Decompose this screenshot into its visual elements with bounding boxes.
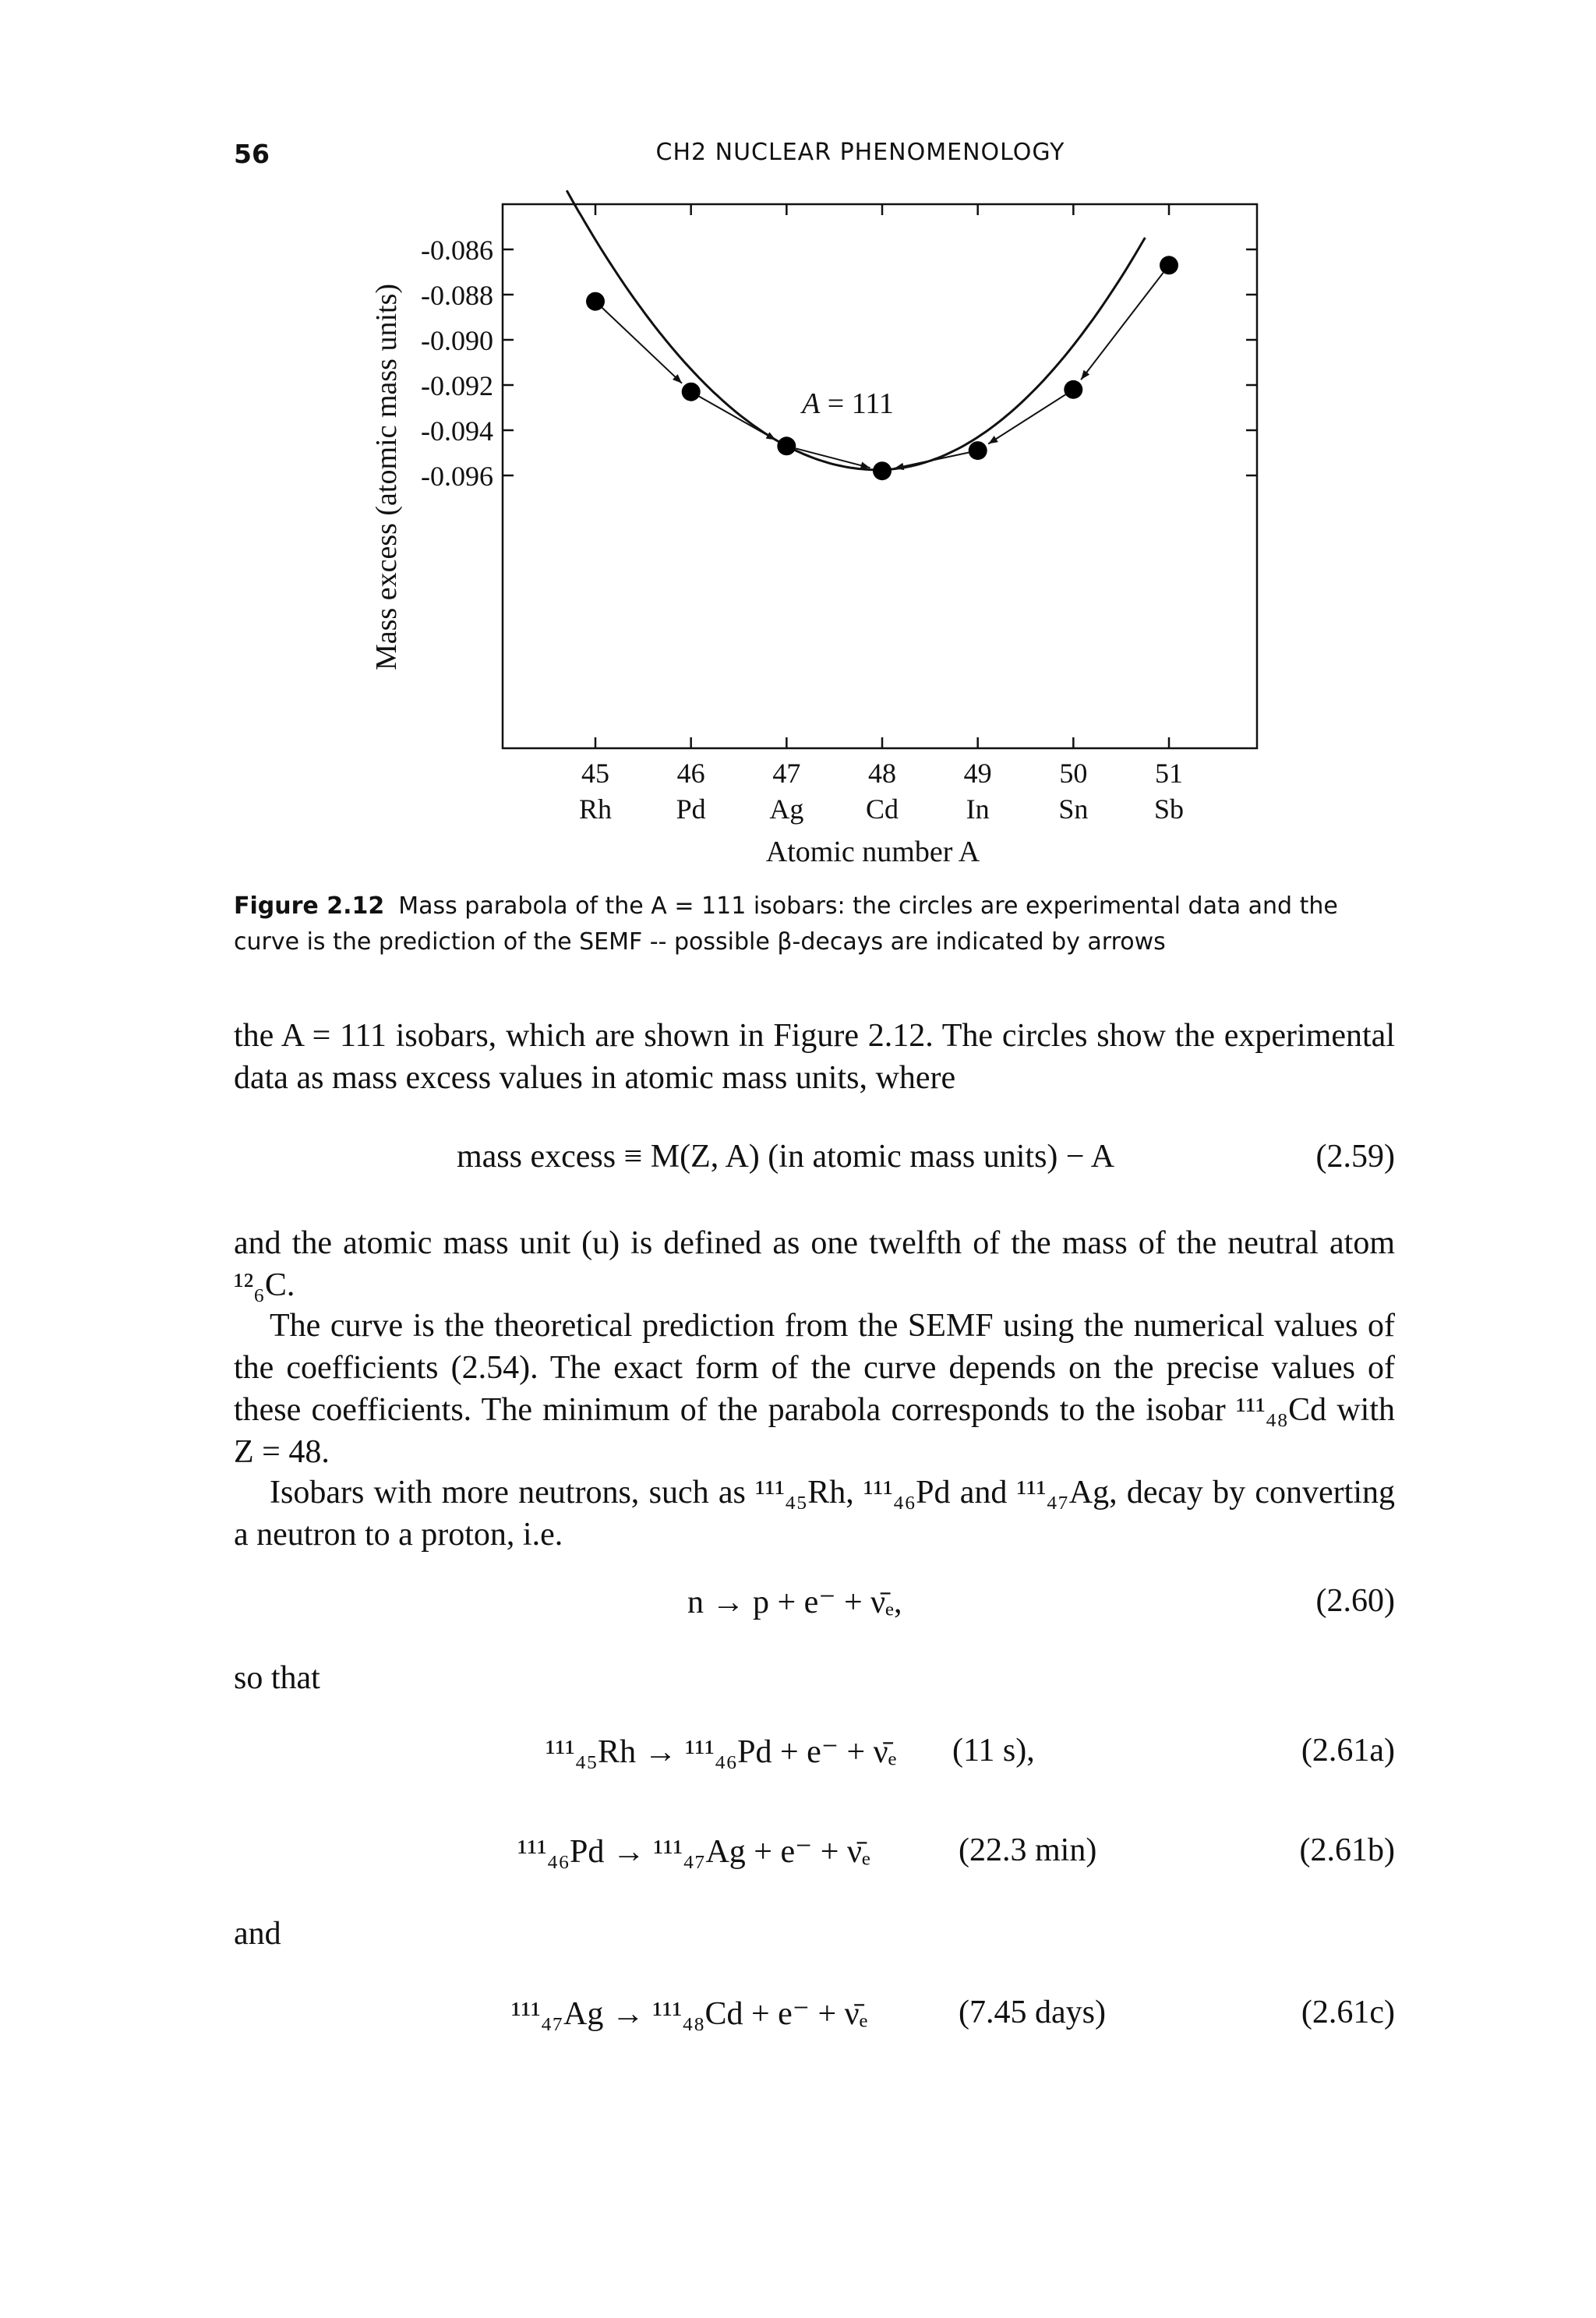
y-axis-label: Mass excess (atomic mass units)	[370, 283, 403, 671]
data-point	[777, 436, 796, 455]
x-tick-element: In	[966, 793, 990, 825]
equation-2-61c-number: (2.61c)	[1301, 1995, 1395, 2030]
x-tick-label: 51	[1155, 758, 1184, 789]
y-tick-label: -0.088	[421, 280, 493, 311]
equation-2-61b-halflife: (22.3 min)	[959, 1832, 1097, 1868]
decay-arrow	[1081, 273, 1163, 380]
x-tick-label: 49	[963, 758, 992, 789]
page-number: 56	[234, 139, 270, 169]
paragraph-4: Isobars with more neutrons, such as ¹¹¹₄₅Rh, ¹¹¹₄₆Pd and ¹¹¹₄₇Ag, decay by converting a neutron to a proton, i.e.	[234, 1475, 1395, 1553]
equation-2-61a-text: ¹¹¹₄₅Rh → ¹¹¹₄₆Pd + e⁻ + ν̄ₑ	[546, 1734, 897, 1770]
text-and: and	[234, 1916, 281, 1952]
data-point	[1160, 256, 1178, 274]
x-tick-element: Sn	[1058, 793, 1089, 825]
annotation-variable: A	[802, 387, 821, 420]
equation-2-60-text: n → p + e⁻ + ν̄ₑ,	[687, 1585, 902, 1620]
mass-parabola-chart	[0, 0, 1596, 873]
paragraph-2: and the atomic mass unit (u) is defined as one twelfth of the mass of the neutral atom ¹²₆C.	[234, 1225, 1395, 1303]
equation-2-61a	[234, 1732, 1395, 1779]
equation-2-61c-halflife: (7.45 days)	[959, 1995, 1106, 2030]
equation-2-61c	[234, 1994, 1395, 2041]
annotation-value: = 111	[820, 387, 894, 420]
chart-annotation	[800, 387, 894, 420]
x-tick-label: 45	[581, 758, 609, 789]
x-tick-element: Cd	[866, 793, 899, 825]
x-tick-element: Sb	[1154, 793, 1185, 825]
data-point	[682, 383, 701, 401]
equation-2-61c-text: ¹¹¹₄₇Ag → ¹¹¹₄₈Cd + e⁻ + ν̄ₑ	[511, 1996, 868, 2032]
equation-2-61b	[234, 1832, 1395, 1878]
equation-2-61b-number: (2.61b)	[1299, 1832, 1395, 1868]
running-head-text: CH2 NUCLEAR PHENOMENOLOGY	[655, 139, 1065, 166]
x-tick-label: 47	[772, 758, 801, 789]
figure-caption-text: Mass parabola of the A = 111 isobars: the circles are experimental data and the curve is the prediction of the SEMF -- possible β-decays are indicated by arrows	[234, 892, 1338, 956]
x-axis-ticks	[579, 204, 1184, 825]
decay-arrows	[602, 273, 1163, 468]
data-point	[1064, 380, 1082, 399]
y-axis-ticks	[421, 235, 1257, 492]
x-tick-element: Ag	[769, 793, 804, 825]
equation-2-60-number: (2.60)	[1315, 1583, 1395, 1619]
y-tick-label: -0.096	[421, 461, 493, 492]
paragraph-3: The curve is the theoretical prediction from the SEMF using the numerical values of the coefficients (2.54). The exact form of the curve depends on the precise values of these coefficients. The minimum of the parabola corresponds to the isobar ¹¹¹₄₈Cd with Z = 48.	[234, 1308, 1395, 1470]
semf-curve	[567, 190, 1145, 469]
equation-2-60	[234, 1582, 1395, 1629]
data-point	[873, 461, 892, 480]
x-axis-label: Atomic number A	[765, 836, 980, 868]
x-tick-label: 48	[868, 758, 897, 789]
equation-2-61b-text: ¹¹¹₄₆Pd → ¹¹¹₄₇Ag + e⁻ + ν̄ₑ	[517, 1834, 870, 1870]
decay-arrow	[699, 397, 775, 440]
equation-2-61a-halflife: (11 s),	[952, 1733, 1035, 1769]
figure-caption	[234, 889, 1395, 960]
text-so-that: so that	[234, 1660, 320, 1696]
equation-2-59-number: (2.59)	[1315, 1139, 1395, 1175]
x-tick-element: Rh	[578, 793, 613, 825]
y-tick-label: -0.092	[421, 370, 493, 401]
equation-2-59-text: mass excess ≡ M(Z, A) (in atomic mass units) − A	[457, 1139, 1115, 1175]
data-point	[969, 441, 987, 460]
x-tick-label: 46	[676, 758, 705, 789]
figure-caption-label: Figure 2.12	[234, 892, 385, 920]
y-tick-label: -0.090	[421, 325, 493, 356]
paragraph-1: the A = 111 isobars, which are shown in Figure 2.12. The circles show the experimental data as mass excess values in atomic mass units, where	[234, 1018, 1395, 1096]
y-tick-label: -0.086	[421, 235, 493, 266]
y-tick-label: -0.094	[421, 415, 493, 447]
equation-2-59	[234, 1138, 1395, 1185]
x-tick-label: 50	[1059, 758, 1088, 789]
data-point	[586, 292, 605, 311]
decay-arrow	[895, 453, 969, 468]
x-tick-element: Pd	[676, 793, 706, 825]
equation-2-61a-number: (2.61a)	[1301, 1733, 1395, 1769]
decay-arrow	[988, 394, 1065, 443]
